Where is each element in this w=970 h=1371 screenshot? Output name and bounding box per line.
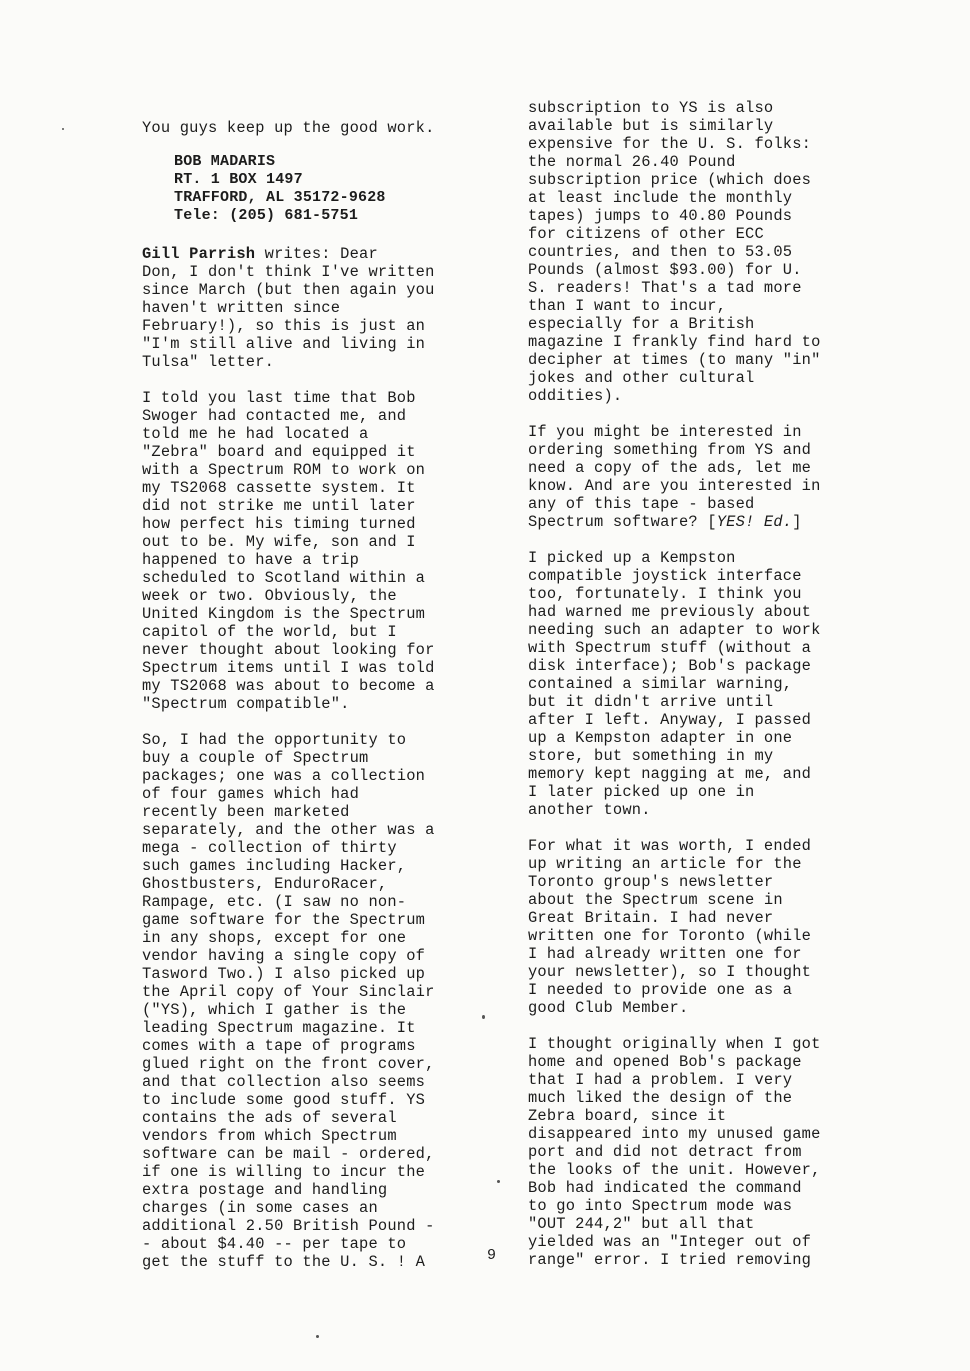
text-line: but it didn't arrive until [528, 693, 774, 711]
text-line: too, fortunately. I think you [528, 585, 802, 603]
text-line: get the stuff to the U. S. ! A [142, 1253, 426, 1271]
text-line: much liked the design of the [528, 1089, 793, 1107]
text-line: You guys keep up the good work. [142, 119, 435, 137]
text-line: software can be mail - ordered, [142, 1145, 435, 1163]
speck [482, 1015, 485, 1019]
text-line: such games including Hacker, [142, 857, 407, 875]
text-line: "OUT 244,2" but all that [528, 1215, 755, 1233]
paragraph-zebra-problem [528, 1035, 844, 1269]
paragraph-ys-ads [528, 423, 844, 513]
text-line: Rampage, etc. (I saw no non- [142, 893, 407, 911]
text-line: to include some good stuff. YS [142, 1091, 426, 1109]
text-line: buy a couple of Spectrum [142, 749, 369, 767]
text-line: RT. 1 BOX 1497 [174, 171, 303, 188]
speck [497, 1180, 500, 1183]
text-line: know. And are you interested in [528, 477, 821, 495]
left-column [142, 119, 460, 1271]
text-line: "I'm still alive and living in [142, 335, 426, 353]
text-line: ordering something from YS and [528, 441, 812, 459]
text-line: capitol of the world, but I [142, 623, 397, 641]
text-line: Ghostbusters, EnduroRacer, [142, 875, 388, 893]
text-line: port and did not detract from [528, 1143, 802, 1161]
text-line: of four games which had [142, 785, 360, 803]
text-line: with a Spectrum ROM to work on [142, 461, 426, 479]
text-line: that I had a problem. I very [528, 1071, 793, 1089]
text-line: mega - collection of thirty [142, 839, 397, 857]
speck [62, 128, 64, 130]
text-line: February!), so this is just an [142, 317, 426, 335]
text-line: for citizens of other ECC [528, 225, 764, 243]
text-line: ("YS), which I gather is the [142, 1001, 407, 1019]
text-line: especially for a British [528, 315, 755, 333]
text-line: another town. [528, 801, 651, 819]
text-line: I told you last time that Bob [142, 389, 416, 407]
text-line: and that collection also seems [142, 1073, 426, 1091]
text-line: good Club Member. [528, 999, 689, 1017]
text-line: I thought originally when I got [528, 1035, 821, 1053]
text-line: the looks of the unit. However, [528, 1161, 821, 1179]
paragraph-gill-parrish: Gill Parrish writes: Dear Don, I don't think I've written since March (but then again you haven't written since February!), so this is just an "I'm still alive and living in Tulsa" letter. [142, 245, 460, 371]
text-line: additional 2.50 British Pound - [142, 1217, 435, 1235]
text-line: charges (in some cases an [142, 1199, 378, 1217]
paragraph-subscription [528, 99, 844, 405]
text-line: your newsletter), so I thought [528, 963, 812, 981]
text-line: comes with a tape of programs [142, 1037, 416, 1055]
text-line: if one is willing to incur the [142, 1163, 426, 1181]
text-line: "Zebra" board and equipped it [142, 443, 416, 461]
text-line: my TS2068 was about to become a [142, 677, 435, 695]
text-line: needing such an adapter to work [528, 621, 821, 639]
text-line: scheduled to Scotland within a [142, 569, 426, 587]
text-line: the normal 26.40 Pound [528, 153, 736, 171]
text-line: separately, and the other was a [142, 821, 435, 839]
text-line: oddities). [528, 387, 623, 405]
text-line: decipher at times (to many "in" [528, 351, 821, 369]
text-line: about the Spectrum scene in [528, 891, 783, 909]
text-line: game software for the Spectrum [142, 911, 426, 929]
text-line: jokes and other cultural [528, 369, 755, 387]
text-line: Tasword Two.) I also picked up [142, 965, 426, 983]
text-line: "Spectrum compatible". [142, 695, 350, 713]
text-line: Great Britain. I had never [528, 909, 774, 927]
text-line: I had already written one for [528, 945, 802, 963]
text-line: with Spectrum stuff (without a [528, 639, 812, 657]
text-line: extra postage and handling [142, 1181, 388, 1199]
speck [316, 1335, 319, 1338]
text-line: told me he had located a [142, 425, 369, 443]
paragraph-zebra-board [142, 389, 460, 713]
text-line: than I want to incur, [528, 297, 727, 315]
text-line: since March (but then again you [142, 281, 435, 299]
right-column [528, 99, 844, 1269]
text-line: - about $4.40 -- per tape to [142, 1235, 407, 1253]
text-line: tapes) jumps to 40.80 Pounds [528, 207, 793, 225]
text-line: disappeared into my unused game [528, 1125, 821, 1143]
ys-ads-last-line: Spectrum software? [YES! Ed.] [528, 513, 802, 531]
text-line: I later picked up one in [528, 783, 755, 801]
text-line: had warned me previously about [528, 603, 812, 621]
text-line: up a Kempston adapter in one [528, 729, 793, 747]
page-number: 9 [487, 1247, 497, 1264]
text-line: written one for Toronto (while [528, 927, 812, 945]
text-line: packages; one was a collection [142, 767, 426, 785]
text-line: disk interface); Bob's package [528, 657, 812, 675]
text-line: United Kingdom is the Spectrum [142, 605, 426, 623]
text-line: available but is similarly [528, 117, 774, 135]
text-line: Tulsa" letter. [142, 353, 275, 371]
text-line: the April copy of Your Sinclair [142, 983, 435, 1001]
text-line: memory kept nagging at me, and [528, 765, 812, 783]
text-line: vendors from which Spectrum [142, 1127, 397, 1145]
text-line: haven't written since [142, 299, 341, 317]
text-line: Spectrum items until I was told [142, 659, 435, 677]
text-line: up writing an article for the [528, 855, 802, 873]
text-line: So, I had the opportunity to [142, 731, 407, 749]
text-line: subscription to YS is also [528, 99, 774, 117]
text-line: I needed to provide one as a [528, 981, 793, 999]
paragraph-closing [142, 119, 460, 137]
text-line: Toronto group's newsletter [528, 873, 774, 891]
text-line: at least include the monthly [528, 189, 793, 207]
text-line: glued right on the front cover, [142, 1055, 435, 1073]
text-line: BOB MADARIS [174, 153, 276, 170]
text-line: never thought about looking for [142, 641, 435, 659]
text-line: leading Spectrum magazine. It [142, 1019, 416, 1037]
text-line: expensive for the U. S. folks: [528, 135, 812, 153]
paragraph-toronto-article [528, 837, 844, 1017]
text-line: need a copy of the ads, let me [528, 459, 812, 477]
text-line: to go into Spectrum mode was [528, 1197, 793, 1215]
text-line: contained a similar warning, [528, 675, 793, 693]
text-line: Zebra board, since it [528, 1107, 727, 1125]
address-block [142, 153, 460, 225]
text-line: Don, I don't think I've written [142, 263, 435, 281]
text-line: yielded was an "Integer out of [528, 1233, 812, 1251]
text-line: Tele: (205) 681-5751 [174, 207, 359, 224]
text-line: countries, and then to 53.05 [528, 243, 793, 261]
text-line: in any shops, except for one [142, 929, 407, 947]
text-line: did not strike me until later [142, 497, 416, 515]
text-line: home and opened Bob's package [528, 1053, 802, 1071]
text-line: happened to have a trip [142, 551, 360, 569]
editor-note: YES! Ed. [716, 513, 793, 531]
text-line: after I left. Anyway, I passed [528, 711, 812, 729]
author-name: Gill Parrish [142, 245, 256, 263]
text-line: range" error. I tried removing [528, 1251, 812, 1269]
text-line: store, but something in my [528, 747, 774, 765]
text-line: S. readers! That's a tad more [528, 279, 802, 297]
text-line: If you might be interested in [528, 423, 802, 441]
paragraph-spectrum-packages [142, 731, 460, 1271]
text-line: For what it was worth, I ended [528, 837, 812, 855]
text-line: how perfect his timing turned [142, 515, 416, 533]
text-line: I picked up a Kempston [528, 549, 736, 567]
text-line: subscription price (which does [528, 171, 812, 189]
text-line: Bob had indicated the command [528, 1179, 802, 1197]
text-line: week or two. Obviously, the [142, 587, 397, 605]
text-line: Swoger had contacted me, and [142, 407, 407, 425]
text-line: my TS2068 cassette system. It [142, 479, 416, 497]
paragraph-kempston [528, 549, 844, 819]
text-line: Pounds (almost $93.00) for U. [528, 261, 802, 279]
text-line: recently been marketed [142, 803, 350, 821]
text-line: out to be. My wife, son and I [142, 533, 416, 551]
text-line: compatible joystick interface [528, 567, 802, 585]
text-line: vendor having a single copy of [142, 947, 426, 965]
text-line: contains the ads of several [142, 1109, 397, 1127]
text-line: TRAFFORD, AL 35172-9628 [174, 189, 386, 206]
text-line: any of this tape - based [528, 495, 755, 513]
text-line: magazine I frankly find hard to [528, 333, 821, 351]
